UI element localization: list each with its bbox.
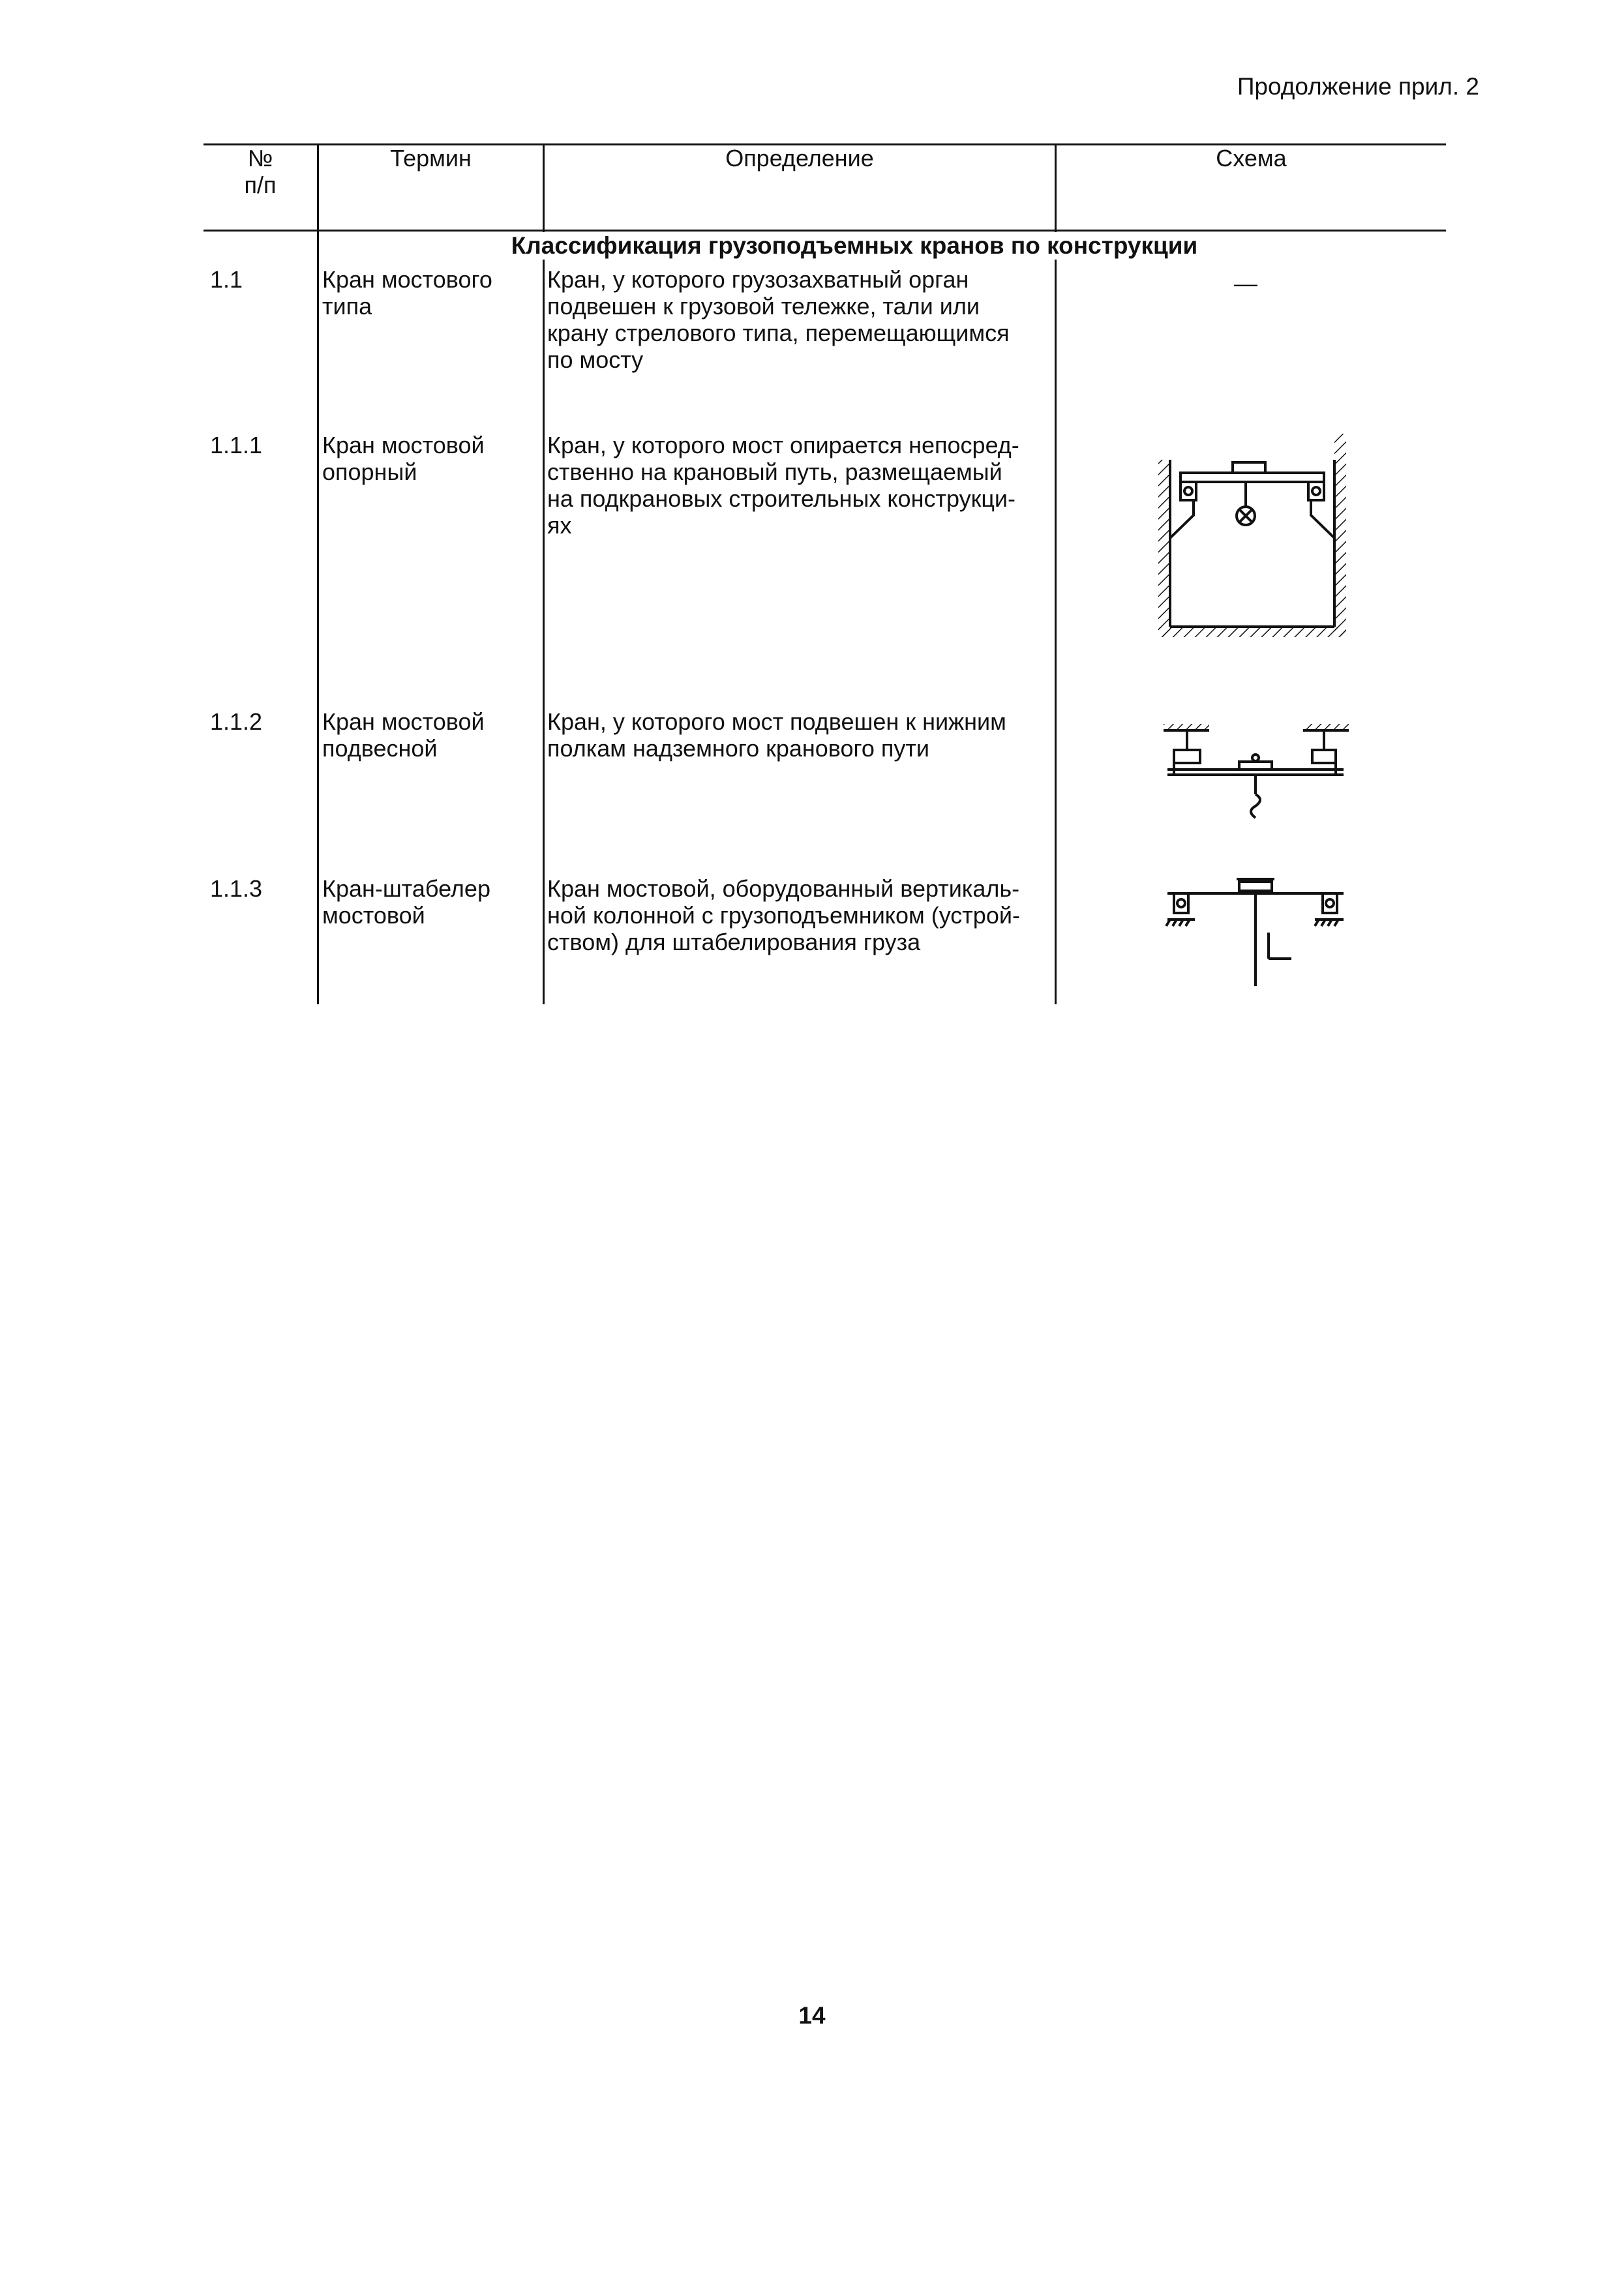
column-divider-1 — [317, 143, 319, 1004]
row-2-number: 1.1.1 — [210, 432, 263, 458]
row-1-term: Кран мостового типа — [322, 266, 492, 320]
column-header-definition: Определение — [725, 145, 874, 172]
row-2-term: Кран мостовой опорный — [322, 432, 485, 485]
row-3-definition: Кран, у которого мост подвешен к нижним полкам надземного кранового пути — [547, 708, 1006, 762]
row-4-term: Кран-штабелер мостовой — [322, 875, 490, 929]
bridge-stacker-crane-diagram — [1161, 874, 1350, 991]
row-2-definition: Кран, у которого мост опирается непосред- ственно на крановый путь, размещаемый на подкрановых строительных конструкци- ях — [547, 432, 1019, 539]
column-divider-3 — [1055, 143, 1057, 1004]
row-4-number: 1.1.3 — [210, 875, 263, 902]
suspended-bridge-crane-diagram — [1161, 717, 1350, 822]
column-header-scheme: Схема — [1216, 145, 1287, 172]
page-number: 14 — [798, 2002, 826, 2029]
row-1-scheme-dash: — — [1234, 270, 1257, 297]
row-1-definition: Кран, у которого грузозахватный орган подвешен к грузовой тележке, тали или крану стрелового типа, перемещающимся по мосту — [547, 266, 1010, 373]
column-divider-2 — [543, 143, 545, 1004]
continuation-note: Продолжение прил. 2 — [1237, 73, 1479, 100]
row-1-number: 1.1 — [210, 266, 243, 293]
column-header-num: № п/п — [244, 145, 277, 198]
header-bottom-rule — [203, 230, 1446, 232]
row-3-number: 1.1.2 — [210, 708, 263, 735]
section-title: Классификация грузоподъемных кранов по конструкции — [417, 232, 1291, 260]
column-header-term: Термин — [390, 145, 472, 172]
row-4-definition: Кран мостовой, оборудованный вертикаль- ной колонной с грузоподъемником (устрой- ством) для штабелирования груза — [547, 875, 1020, 955]
row-3-term: Кран мостовой подвесной — [322, 708, 485, 762]
supported-bridge-crane-diagram — [1154, 434, 1350, 642]
